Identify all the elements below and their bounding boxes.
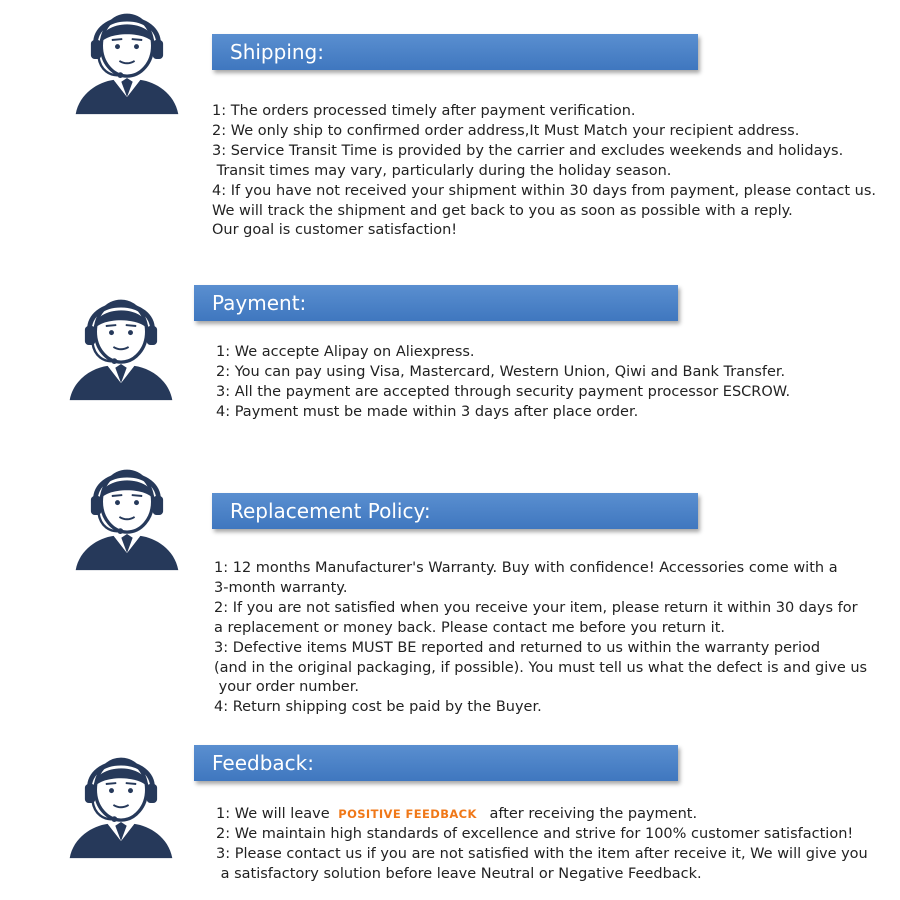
list-item: 2: If you are not satisfied when you receive your item, please return it within 30 days for xyxy=(214,599,858,616)
section-title: Payment: xyxy=(212,291,307,315)
agent-avatar-payment xyxy=(64,288,178,402)
list-item: We will track the shipment and get back to you as soon as possible with a reply. xyxy=(212,202,793,219)
section-title: Feedback: xyxy=(212,751,314,775)
agent-avatar-feedback xyxy=(64,746,178,860)
list-item: 1: 12 months Manufacturer's Warranty. Buy with confidence! Accessories come with a xyxy=(214,560,838,576)
list-item: your order number. xyxy=(214,679,359,696)
list-item: 1: We accepte Alipay on Aliexpress. xyxy=(216,344,475,360)
list-item: a replacement or money back. Please contact me before you return it. xyxy=(214,619,725,636)
agent-avatar-shipping xyxy=(70,2,184,116)
list-item: 3: All the payment are accepted through security payment processor ESCROW. xyxy=(216,383,791,400)
list-item: 3: Defective items MUST BE reported and returned to us within the warranty period xyxy=(214,639,821,656)
section-banner-shipping xyxy=(212,34,698,70)
list-item: 3: Please contact us if you are not satisfied with the item after receive it, We will give you xyxy=(216,845,868,862)
list-item: 2: We maintain high standards of excellence and strive for 100% customer satisfaction! xyxy=(216,825,854,842)
feedback-line-start: 1: We will leave xyxy=(216,806,330,822)
list-item: Transit times may vary, particularly during the holiday season. xyxy=(212,162,672,179)
customer-service-agent-icon xyxy=(64,746,178,860)
feedback-details xyxy=(216,805,868,885)
feedback-line-end: after receiving the payment. xyxy=(489,806,698,822)
list-item: 3-month warranty. xyxy=(214,579,348,596)
section-title: Replacement Policy: xyxy=(230,499,431,523)
positive-feedback-highlight: POSITIVE FEEDBACK xyxy=(338,807,477,821)
list-item: 3: Service Transit Time is provided by the carrier and excludes weekends and holidays. xyxy=(212,142,844,159)
customer-service-agent-icon xyxy=(70,2,184,116)
agent-avatar-replacement xyxy=(70,458,184,572)
list-item: Our goal is customer satisfaction! xyxy=(212,222,458,239)
list-item: 1: The orders processed timely after payment verification. xyxy=(212,103,636,119)
section-banner-replacement xyxy=(212,493,698,529)
payment-details xyxy=(216,343,790,423)
shipping-details xyxy=(212,102,876,241)
section-banner-feedback xyxy=(194,745,678,781)
list-item xyxy=(216,805,868,825)
list-item: 4: Return shipping cost be paid by the Buyer. xyxy=(214,699,542,716)
list-item: 2: You can pay using Visa, Mastercard, Western Union, Qiwi and Bank Transfer. xyxy=(216,363,786,380)
replacement-details xyxy=(214,559,867,718)
list-item: (and in the original packaging, if possible). You must tell us what the defect is and give us xyxy=(214,659,868,676)
list-item: a satisfactory solution before leave Neutral or Negative Feedback. xyxy=(216,865,702,882)
customer-service-agent-icon xyxy=(70,458,184,572)
section-title: Shipping: xyxy=(230,40,324,64)
list-item: 4: Payment must be made within 3 days after place order. xyxy=(216,403,639,420)
list-item: 2: We only ship to confirmed order address,It Must Match your recipient address. xyxy=(212,122,800,139)
customer-service-agent-icon xyxy=(64,288,178,402)
section-banner-payment xyxy=(194,285,678,321)
list-item: 4: If you have not received your shipment within 30 days from payment, please contact us. xyxy=(212,182,877,199)
